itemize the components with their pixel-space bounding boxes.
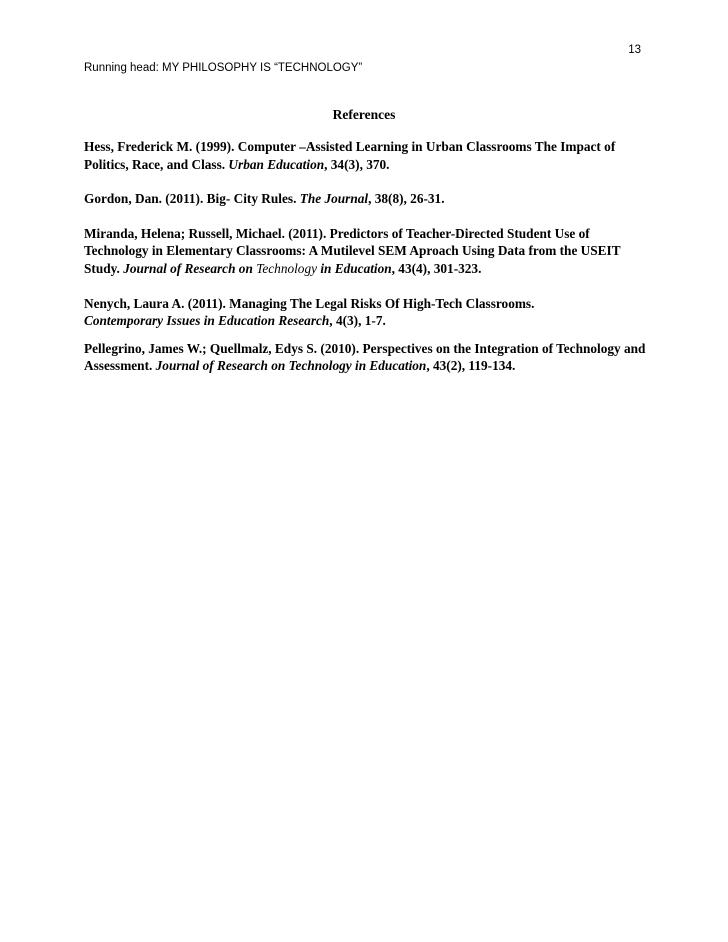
reference-entry-pellegrino xyxy=(84,340,649,375)
reference-volume: , 34(3), 370. xyxy=(324,156,390,172)
reference-entry-gordon xyxy=(84,190,649,208)
running-head: Running head: MY PHILOSOPHY IS “TECHNOLOGY” xyxy=(84,62,363,74)
reference-citation: Miranda, Helena; Russell, Michael. (2011). Predictors of Teacher-Directed Student Use of Technology in Elementary Classrooms: A Mutilevel SEM Aproach Using Data from the USEIT Study. xyxy=(84,225,621,276)
references-heading: References xyxy=(332,107,396,122)
reference-entry-hess xyxy=(84,138,649,173)
reference-volume: , 43(2), 119-134. xyxy=(426,358,516,374)
reference-journal: Journal of Research on xyxy=(123,260,257,276)
reference-citation: Nenych, Laura A. (2011). Managing The Legal Risks Of High-Tech Classrooms. xyxy=(84,295,535,311)
reference-citation: Hess, Frederick M. (1999). Computer –Assisted Learning in Urban Classrooms The Impact of Politics, Race, and Class. xyxy=(84,139,616,172)
reference-volume: , 43(4), 301-323. xyxy=(391,260,482,276)
reference-journal: Contemporary Issues in Education Research xyxy=(84,313,330,329)
reference-list xyxy=(84,138,649,392)
reference-volume: , 4(3), 1-7. xyxy=(329,313,386,329)
reference-entry-miranda xyxy=(84,225,649,278)
reference-journal: Journal of Research on Technology in Education xyxy=(155,358,427,374)
reference-journal: Urban Education xyxy=(228,156,325,172)
reference-volume: , 38(8), 26-31. xyxy=(368,191,445,207)
reference-journal-tail: in Education xyxy=(317,260,392,276)
reference-journal: The Journal xyxy=(299,191,369,207)
reference-citation: Pellegrino, James W.; Quellmalz, Edys S. (2010). Perspectives on the Integration of Technology and Assessment. xyxy=(84,340,646,374)
reference-citation: Gordon, Dan. (2011). Big- City Rules. xyxy=(84,191,300,207)
reference-journal-word: Technology xyxy=(256,260,318,276)
page-number: 13 xyxy=(628,44,641,56)
reference-entry-nenych xyxy=(84,295,649,330)
